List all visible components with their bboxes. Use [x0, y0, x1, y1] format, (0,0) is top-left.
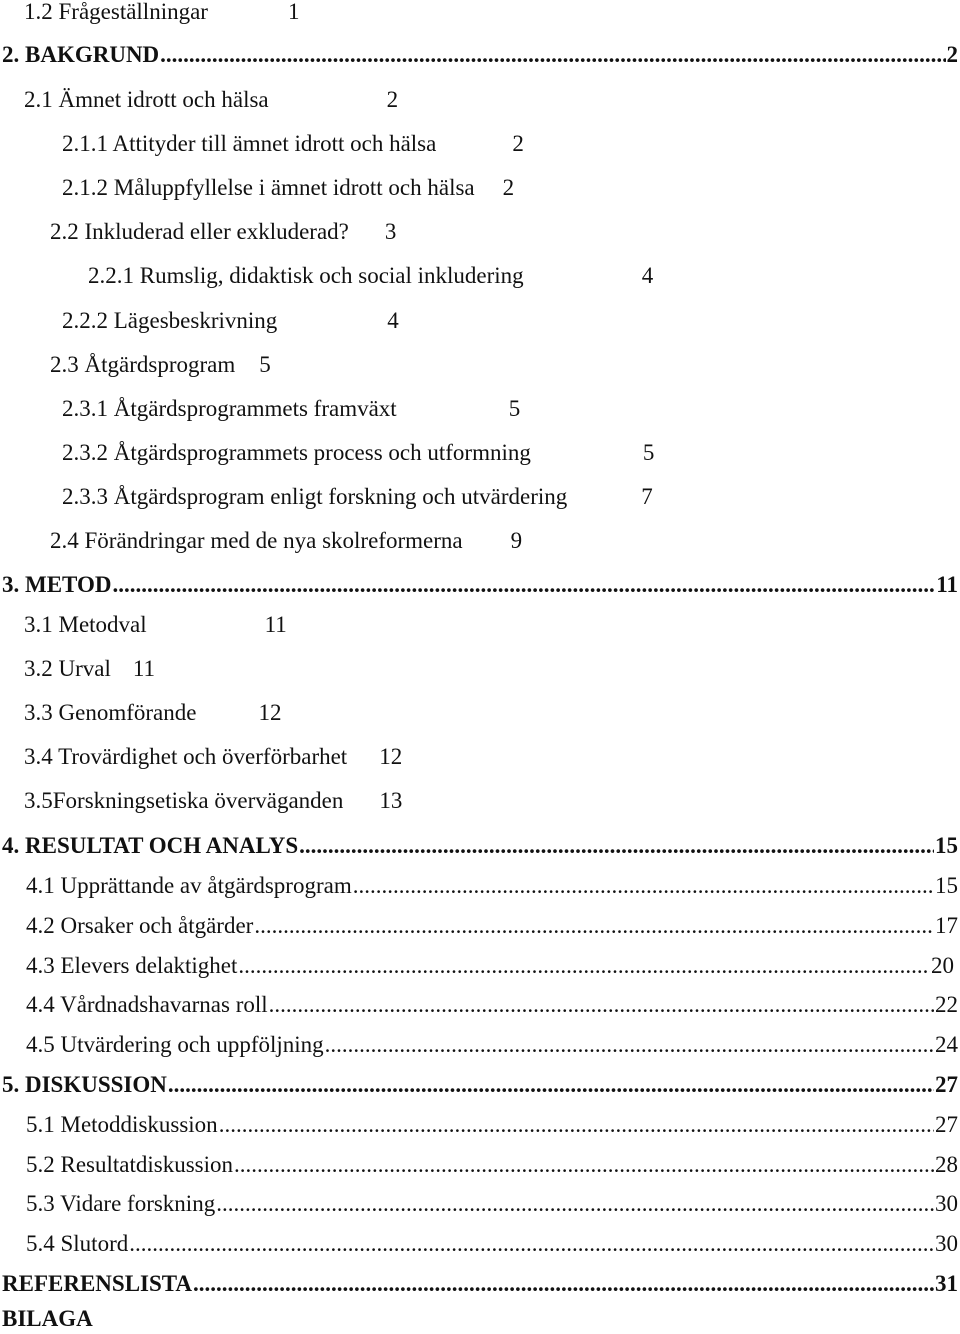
toc-entry [62, 174, 514, 202]
toc-entry [26, 1151, 958, 1179]
toc-entry [62, 307, 399, 335]
toc-entry-title: 3. METOD [2, 572, 112, 597]
toc-entry-title: 2.4 Förändringar med de nya skolreformerna [50, 528, 463, 553]
toc-entry-title: 3.5Forskningsetiska överväganden [24, 788, 344, 813]
toc-entry-page: 27 [935, 1112, 958, 1137]
toc-entry-page: 3 [384, 219, 397, 244]
toc-entry-page: 2 [512, 131, 524, 156]
toc-entry-page: 5 [642, 440, 655, 465]
dot-leader [238, 952, 930, 980]
toc-entry-title: 3.3 Genomförande [24, 700, 197, 725]
toc-entry-page: 13 [379, 788, 403, 813]
toc-entry-title: 5.2 Resultatdiskussion [26, 1152, 234, 1177]
toc-entry [50, 351, 271, 379]
toc-entry-title: 2.1.1 Attityder till ämnet idrott och hälsa [62, 131, 437, 156]
toc-entry-page: 20 [931, 953, 954, 978]
toc-entry-page: 2 [386, 87, 399, 112]
toc-entry-title: REFERENSLISTA [2, 1271, 193, 1296]
toc-entry [24, 0, 299, 26]
toc-entry-page: 27 [935, 1072, 958, 1097]
toc-entry-page: 30 [935, 1191, 958, 1216]
toc-entry-title: 4.5 Utvärdering och uppföljning [26, 1032, 324, 1057]
toc-entry-page: 11 [264, 612, 287, 637]
toc-entry [2, 1071, 958, 1099]
toc-entry-title: 2.2.2 Lägesbeskrivning [62, 308, 278, 333]
toc-entry [26, 1190, 958, 1218]
dot-leader [160, 41, 945, 69]
toc-entry [50, 527, 522, 555]
dot-leader [234, 1151, 934, 1179]
toc-entry-page: 11 [132, 656, 156, 681]
toc-entry-title: 3.4 Trovärdighet och överförbarhet [24, 744, 348, 769]
toc-entry-title: 3.1 Metodval [24, 612, 147, 637]
toc-entry-page: 17 [935, 913, 958, 938]
toc-entry-page: 15 [935, 833, 958, 858]
toc-entry [88, 262, 653, 290]
toc-entry-page: 31 [935, 1271, 958, 1296]
dot-leader [129, 1230, 934, 1258]
toc-entry [62, 483, 653, 511]
toc-entry-page: 28 [935, 1152, 958, 1177]
toc-entry-title: 2.2 Inkluderad eller exkluderad? [50, 219, 349, 244]
toc-entry-page: 1 [287, 0, 300, 24]
dot-leader [168, 1071, 934, 1099]
toc-entry [26, 1230, 958, 1258]
toc-entry [50, 218, 396, 246]
toc-entry-title: 1.2 Frågeställningar [24, 0, 208, 24]
toc-entry [2, 1305, 93, 1333]
toc-entry-title: 4.3 Elevers delaktighet [26, 953, 238, 978]
toc-entry [24, 655, 155, 683]
toc-entry-title: 2.3.1 Åtgärdsprogrammets framväxt [62, 396, 397, 421]
toc-entry-title: 4.2 Orsaker och åtgärder [26, 913, 254, 938]
toc-entry [24, 611, 287, 639]
toc-entry-title: 5.4 Slutord [26, 1231, 129, 1256]
dot-leader [112, 571, 935, 599]
toc-entry-page: 4 [387, 308, 399, 333]
toc-entry-title: 3.2 Urval [24, 656, 111, 681]
toc-entry-page: 30 [935, 1231, 958, 1256]
toc-entry [62, 439, 654, 467]
toc-entry [24, 743, 402, 771]
toc-entry [26, 952, 954, 980]
toc-entry [26, 1111, 958, 1139]
toc-entry [24, 86, 398, 114]
toc-entry-page: 12 [258, 700, 282, 725]
toc-entry-title: 2.2.1 Rumslig, didaktisk och social inkludering [88, 263, 524, 288]
toc-entry-page: 15 [935, 873, 958, 898]
toc-entry [26, 1031, 958, 1059]
toc-entry-page: 7 [641, 484, 653, 509]
toc-entry-page: 24 [935, 1032, 958, 1057]
toc-entry [26, 912, 958, 940]
toc-entry [24, 787, 402, 815]
toc-entry [2, 571, 958, 599]
dot-leader [269, 991, 934, 1019]
toc-entry [2, 1270, 958, 1298]
toc-entry-title: 4.1 Upprättande av åtgärdsprogram [26, 873, 352, 898]
toc-entry-title: BILAGA [2, 1306, 93, 1331]
toc-entry-page: 12 [379, 744, 403, 769]
toc-entry-title: 4.4 Vårdnadshavarnas roll [26, 992, 268, 1017]
toc-entry-page: 4 [641, 263, 654, 288]
dot-leader [353, 872, 934, 900]
dot-leader [325, 1031, 934, 1059]
toc-entry-title: 2.1.2 Måluppfyllelse i ämnet idrott och hälsa [62, 175, 475, 200]
toc-entry [26, 991, 958, 1019]
toc-entry-page: 2 [946, 42, 958, 67]
toc-entry-page: 22 [935, 992, 958, 1017]
toc-entry-page: 2 [502, 175, 515, 200]
dot-leader [219, 1111, 934, 1139]
toc-entry-page: 5 [259, 352, 271, 377]
dot-leader [216, 1190, 934, 1218]
toc-entry-title: 2.3.3 Åtgärdsprogram enligt forskning och utvärdering [62, 484, 568, 509]
dot-leader [254, 912, 934, 940]
toc-entry-title: 2.3.2 Åtgärdsprogrammets process och utformning [62, 440, 531, 465]
toc-entry [24, 699, 281, 727]
dot-leader [193, 1270, 934, 1298]
toc-entry-page: 11 [936, 572, 958, 597]
toc-entry-title: 2.1 Ämnet idrott och hälsa [24, 87, 269, 112]
toc-entry-title: 5. DISKUSSION [2, 1072, 167, 1097]
toc-entry-title: 5.3 Vidare forskning [26, 1191, 216, 1216]
toc-entry [26, 872, 958, 900]
toc-entry [2, 41, 958, 69]
toc-entry-page: 9 [510, 528, 523, 553]
toc-entry [62, 130, 524, 158]
toc-entry-page: 5 [508, 396, 521, 421]
toc-entry [62, 395, 520, 423]
dot-leader [299, 832, 934, 860]
toc-entry-title: 4. RESULTAT OCH ANALYS [2, 833, 299, 858]
toc-entry-title: 5.1 Metoddiskussion [26, 1112, 218, 1137]
toc-entry-title: 2. BAKGRUND [2, 42, 160, 67]
toc-entry-title: 2.3 Åtgärdsprogram [50, 352, 236, 377]
toc-entry [2, 832, 958, 860]
